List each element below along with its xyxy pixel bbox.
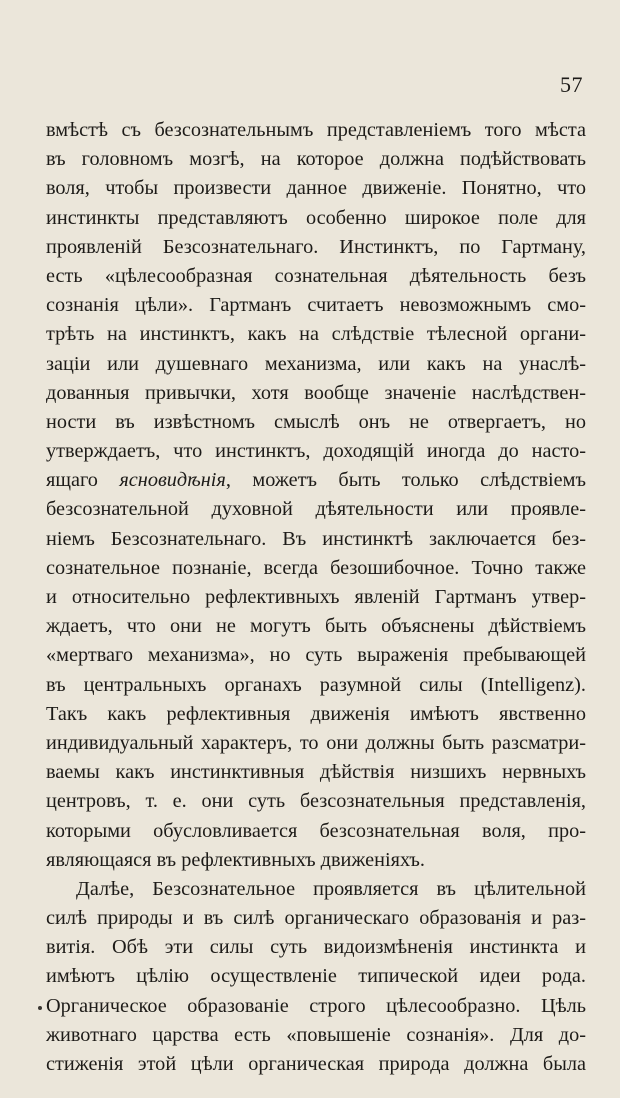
text-segment: ждаетъ, что они не могутъ быть объяснены дѣйствіемъ	[46, 615, 586, 638]
text-line	[46, 379, 586, 408]
text-line	[46, 787, 586, 816]
text-segment: , можетъ быть только слѣдствіемъ	[225, 469, 586, 492]
text-line	[46, 904, 586, 933]
text-line	[46, 583, 586, 612]
text-segment: заціи или душевнаго механизма, или какъ на унаслѣ-	[46, 352, 586, 375]
text-line	[46, 846, 586, 875]
text-segment: ящаго	[46, 469, 120, 492]
text-segment: дованныя привычки, хотя вообще значеніе наслѣдствен-	[46, 381, 586, 404]
text-line	[46, 174, 586, 203]
text-line	[46, 875, 586, 904]
text-line	[46, 204, 586, 233]
text-segment: есть «цѣлесообразная сознательная дѣятельность безъ	[46, 264, 586, 287]
text-segment: ніемъ Безсознательнаго. Въ инстинктѣ заключается без-	[46, 527, 586, 550]
text-segment: центровъ, т. е. они суть безсознательныя представленія,	[46, 790, 586, 813]
text-line	[46, 817, 586, 846]
text-line	[46, 992, 586, 1021]
text-segment: въ центральныхъ органахъ разумной силы (Intelligenz).	[46, 673, 586, 696]
text-segment: ности въ извѣстномъ смыслѣ онъ не отвергаетъ, но	[46, 410, 586, 433]
text-line	[46, 671, 586, 700]
text-segment: Такъ какъ рефлективныя движенія имѣютъ явственно	[46, 702, 586, 725]
text-segment: животнаго царства есть «повышеніе сознанія». Для до-	[46, 1023, 586, 1046]
text-segment: вмѣстѣ съ безсознательнымъ представленіемъ того мѣста	[46, 119, 586, 141]
page-number: 57	[560, 72, 583, 97]
text-segment: являющаяся въ рефлективныхъ движеніяхъ.	[46, 848, 425, 871]
text-segment: утверждаетъ, что инстинктъ, доходящій иногда до насто-	[46, 440, 586, 463]
text-segment: воля, чтобы произвести данное движеніе. Понятно, что	[46, 177, 586, 200]
text-segment: витія. Обѣ эти силы суть видоизмѣненія инстинкта и	[46, 936, 586, 959]
text-line	[46, 291, 586, 320]
text-line	[46, 262, 586, 291]
text-segment: и относительно рефлективныхъ явленій Гартманъ утвер-	[46, 586, 586, 608]
text-line	[46, 408, 586, 437]
text-segment: трѣть на инстинктъ, какъ на слѣдствіе тѣлесной органи-	[46, 323, 586, 346]
body-text	[46, 116, 586, 1079]
text-line	[46, 466, 586, 495]
text-segment: Далѣе, Безсознательное проявляется въ цѣлительной	[76, 877, 586, 900]
text-segment: стиженія этой цѣли органическая природа должна была	[46, 1053, 586, 1075]
text-line	[46, 495, 586, 524]
text-line	[46, 641, 586, 670]
text-segment: сознанія цѣли». Гартманъ считаетъ невозможнымъ смо-	[46, 294, 586, 317]
emphasized-text: ясновидѣнія	[119, 469, 226, 492]
text-segment: проявленій Безсознательнаго. Инстинктъ, по Гартману,	[46, 235, 586, 258]
text-line	[46, 116, 586, 145]
text-line	[46, 233, 586, 262]
text-line	[46, 962, 586, 991]
text-segment: индивидуальный характеръ, то они должны быть разсматри-	[46, 731, 586, 754]
text-line	[46, 1021, 586, 1050]
text-segment: инстинкты представляютъ особенно широкое поле для	[46, 206, 586, 229]
text-line	[46, 758, 586, 787]
text-segment: силѣ природы и въ силѣ органическаго образованія и раз-	[46, 907, 586, 930]
text-segment: безсознательной духовной дѣятельности или проявле-	[46, 498, 586, 521]
text-segment: Органическое образованіе строго цѣлесообразно. Цѣль	[46, 994, 586, 1017]
text-line	[46, 612, 586, 641]
text-line	[46, 350, 586, 379]
text-line	[46, 933, 586, 962]
text-line	[46, 554, 586, 583]
text-line	[46, 700, 586, 729]
text-segment: «мертваго механизма», но суть выраженія пребывающей	[46, 644, 586, 667]
text-segment: имѣютъ цѣлію осуществленіе типической идеи рода.	[46, 965, 586, 988]
text-segment: которыми обусловливается безсознательная воля, про-	[46, 819, 586, 842]
text-line	[46, 729, 586, 758]
text-line	[46, 525, 586, 554]
text-segment: ваемы какъ инстинктивныя дѣйствія низшихъ нервныхъ	[46, 761, 586, 784]
text-line	[46, 320, 586, 349]
ink-speck	[38, 1006, 42, 1010]
text-line	[46, 1050, 586, 1079]
text-segment: въ головномъ мозгѣ, на которое должна подѣйствовать	[46, 148, 586, 171]
text-line	[46, 437, 586, 466]
text-line	[46, 145, 586, 174]
text-segment: сознательное познаніе, всегда безошибочное. Точно также	[46, 556, 586, 579]
